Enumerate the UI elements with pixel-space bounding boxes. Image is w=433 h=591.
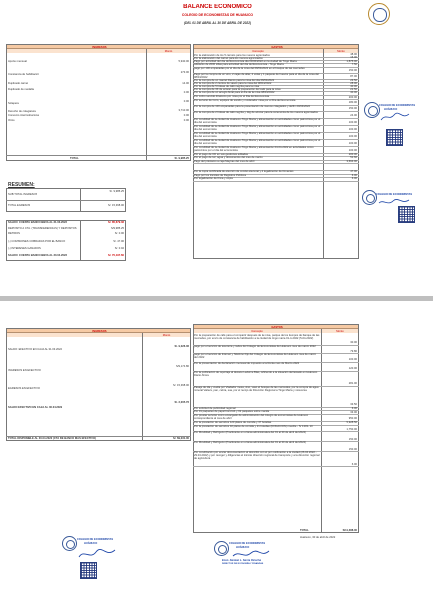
table-row-label: pago por el servicio de Internet y Teléfono Fijo del Colegio de Economistas de Huánuco mes de marzo del 2022	[194, 353, 317, 359]
table-row-amount: 16.00	[350, 56, 357, 60]
table-row-amount: 100.00	[348, 121, 357, 125]
organization-name: COLEGIO DE ECONOMISTAS DE HUANUCO	[181, 13, 254, 17]
total-egresos-label: TOTAL EGRESOS	[8, 204, 31, 207]
table-row-label: Solapera	[8, 102, 19, 105]
table-row-amount: 6.00	[351, 177, 357, 181]
college-seal-icon	[364, 102, 380, 118]
table-row-amount: 40.00	[350, 84, 357, 88]
table-row-label: SALDO: EFECTIVO EN CAJA AL 31.03.2022	[8, 348, 62, 351]
table-row-amount: 0.00	[183, 119, 189, 122]
table-row-amount: 150.00	[348, 69, 357, 73]
total-egresos-amount: S/. 15,368.00	[108, 204, 124, 207]
table-row-label: Pago por actividad del día del Economista día 03/06/2022 en la ciudad de Tingo María	[194, 59, 297, 63]
table-row-label: Por solicitud de publicidad regional	[194, 406, 236, 410]
table-row-amount: 24.00	[350, 114, 357, 118]
table-row-label: Por servicio de Coro, equipos de sonido y moderador misa por el Día del Economista	[194, 99, 296, 102]
qr-code-icon	[398, 206, 415, 223]
table-row-amount: 1,875.00	[346, 59, 357, 63]
table-row-amount: 100.00	[348, 135, 357, 139]
table-row-label: INGRESOS EN EFECTIVO	[8, 369, 41, 372]
table-row-amount: S/. 15,368.00	[173, 384, 189, 387]
stamp-text: COLEGIO DE ECONOMISTAS	[376, 193, 413, 196]
gastos-total-label: TOTAL	[300, 529, 309, 532]
table-row-amount: 5,928.50	[346, 421, 357, 425]
table-row-label	[194, 163, 322, 170]
table-row-amount: 21.50	[350, 88, 357, 92]
table-row-label: Por la compra de 2 bolsas de café negrita y 1kg de azúcar para la ceremonia de los nuevos agremiados	[194, 110, 318, 114]
table-row-label: Otros	[8, 119, 15, 122]
signature-icon	[78, 547, 116, 561]
table-row-label: Por la compra de un mantel blanco para la misa del día 08/04/2022	[194, 78, 275, 82]
table-row-amount: 100.00	[348, 142, 357, 146]
table-row-amount: 3,664.00	[346, 159, 357, 163]
signature-icon	[232, 549, 270, 559]
table-row-label: Derecho de colegiatura	[8, 110, 36, 113]
saldo-row-label: (-) INTERESES GANADOS	[8, 247, 41, 250]
gastos-subheader: Concepto Monto	[193, 329, 359, 333]
stamp-text: COLEGIO DE ECONOMISTAS	[379, 104, 416, 107]
table-row-label: SALDO EFECTIVO EN CAJA AL 30.04.2022	[8, 406, 63, 409]
ingresos-header: INGRESOS	[6, 44, 191, 49]
table-row-label: Pago por los tramites de Registros Públicos	[194, 173, 247, 177]
table-row-label: Por prestar servicio como encargado de administración del colegio de economistas de Huánuco correspondiente al mes de abril	[194, 414, 309, 420]
table-row-amount: 47.00	[350, 170, 357, 174]
table-row-amount: 6.00	[351, 462, 357, 466]
table-row-label: Por la prestación de servicios 32 platos de comida y 21 botellas (DONACION) mueble - IV 1303- 10	[194, 424, 313, 428]
table-row-label: Por la elaboración del carnet para los nuevos agremiados	[194, 56, 263, 60]
saldo-row-amount: S/. 70,197.60	[108, 254, 124, 257]
qr-code-icon	[80, 562, 97, 579]
table-row-label: pago por el servicio de tesorería y redes del Colegio de Economistas de Huánuco mes de marzo 2022	[194, 344, 316, 348]
stamp-text-city: HUÁNUCO	[84, 542, 98, 545]
saldo-row-amount: S/. 0.00	[114, 232, 124, 235]
table-row-label: Adelanto de 2000 sillas para actividad del día del Economista - Tingo María	[194, 63, 284, 66]
signature-icon	[380, 112, 410, 122]
table-row-amount: 120.00	[348, 367, 357, 371]
gastos-header: GASTOS	[193, 324, 359, 329]
saldo-row-label: DEPOSITO A CTA. (TRANSFERENCIAS) Y DEPOSITOS	[8, 227, 77, 230]
table-row-amount: 14.00	[182, 82, 189, 85]
signer-name: Econ. Damián L. Sarria Ricoche	[222, 559, 262, 562]
table-row-label: Por la compra de 5 bolsas de café negrita para la misa	[194, 84, 260, 88]
table-row-label: Por la presentación de declaración mensual de impuesto a la Renta mes de Marzo 2022	[194, 361, 300, 365]
table-row-label: Constancia de habilitación	[8, 73, 40, 76]
saldo-row-label: SALDO: CUENTA BANCO BBVA AL 30.04.2022	[8, 254, 67, 257]
stamp-text: COLEGIO DE ECONOMISTAS	[229, 542, 266, 545]
table-row-amount: 3,710.00	[178, 109, 189, 112]
table-row-label: Por Movilidad y Refrigerio (Practicante en el área administrativa del 01 al 30 de abril del 2022)	[194, 441, 307, 444]
ingresos-total: S/. 9,985.25	[174, 157, 189, 160]
table-row-amount: 281.00	[348, 382, 357, 386]
stamp-text: COLEGIO DE ECONOMISTAS	[77, 538, 114, 541]
table-row-label: Por el pago de luz, agua y documentos del mes de marzo	[194, 156, 263, 159]
table-row-amount: 950.00	[348, 417, 357, 421]
total-disponible-amount: S/. 69,231.00	[173, 437, 189, 440]
college-seal-icon	[214, 541, 229, 556]
table-row-label: Pasaje de ida y vuelta por Viadador mesa, vino, vaso el bosque de las mercedes, por la compra de agua mineral Vailecs, pan, cebra, sua, por el recojo de Dirección Regional a Tingo María y viceversa	[194, 385, 319, 392]
table-row-label: pago por 100 empanadas por el día de la misa del 08/04/2022 en el bosque de las mercedes	[194, 66, 305, 70]
table-row-amount: 33.50	[350, 403, 357, 407]
table-row-label: Por el pago de CD en sus gestiones editadas	[194, 152, 248, 156]
table-row-amount: 200.00	[348, 95, 357, 99]
table-row-label: Por 01 paquetes de papel bond A4 y 02 paquetes sobre manila	[194, 410, 270, 413]
saldo-row-label: SALDO: CUENTA BANCO BBVA AL 31.03.2022	[8, 221, 67, 224]
table-row-label: Por movilidad de la ciudad de Huánuco-Tingo María y alimentación en actividades como patrocinios por el día del economista	[194, 124, 321, 131]
table-row-amount: 200.00	[348, 152, 357, 156]
ingresos-subheader: Monto	[6, 333, 191, 337]
ingresos-subheader: Monto	[6, 49, 191, 53]
table-row-amount: S/. 9,026.06	[174, 345, 189, 348]
resumen-title: RESUMEN:	[8, 182, 35, 188]
balance-page-2	[0, 301, 433, 591]
table-row-amount: 180.00	[348, 101, 357, 105]
table-row-label: Pago por la compra de un vino, 2 cajas de altar, 2 velas y 1 paquete de huevos para el día de la misa del 08/04/2022	[194, 72, 319, 79]
stamp-text-city: HUÁNUCO	[384, 108, 398, 111]
table-row-amount: 87.00	[350, 75, 357, 79]
table-row-amount: S/. 2,005.76	[174, 401, 189, 404]
place-date: Huánuco, 30 de abril de 2022	[300, 536, 336, 539]
table-row-amount: 273.00	[180, 71, 189, 74]
table-row-amount: 30.00	[350, 91, 357, 95]
saldo-row-amount: S/. 47.00	[113, 240, 124, 243]
table-row-amount: 0.00	[183, 114, 189, 117]
table-row-amount: 28.00	[350, 81, 357, 85]
table-row-amount: 6.00	[351, 406, 357, 410]
table-row-amount: S/9,174.80	[175, 365, 189, 368]
table-row-amount: 51.60	[350, 156, 357, 160]
qr-code-icon	[386, 129, 403, 146]
table-row-label: Por cobro servido dinámico por misa por el Día del Economista	[194, 94, 270, 98]
table-row-amount: 48.00	[350, 53, 357, 57]
table-row-amount: 100.00	[348, 149, 357, 153]
table-row-label: Por la compra de un arreglo floral para el día de la misa 08/04/2022	[194, 91, 275, 95]
table-row-label: Por legalización de firma y copia	[194, 177, 233, 180]
table-row-label: Duplicado carnet	[8, 82, 29, 85]
table-row-amount: 1,750.00	[346, 427, 357, 431]
table-row-amount: 100.00	[348, 128, 357, 132]
page-title: BALANCE ECONOMICO	[183, 4, 252, 10]
saldo-row-amount: S/. 85,679.36	[108, 221, 124, 224]
table-row-label: Por la publicación de reportaje al decano Ledurne Blas, refiriendo a la situación del Estado en Huánuco. Diario Ahora	[194, 370, 318, 377]
table-row-amount: 23.50	[350, 78, 357, 82]
table-row-label: Por movilización por enviar documentación al domicilio con el por notificación a la ciudad (26.04.2022 - 29.04.2022) y por recoger y diligencias el trámite dirección regional de transporte y a la dirección regional de agricultura	[194, 451, 320, 460]
table-row-amount: 6.00	[351, 173, 357, 177]
table-row-amount: 30.00	[350, 341, 357, 345]
table-row-label: Por movilidad de la ciudad de Huánuco-Tingo María y alimentación 03-04-2022 en actividades como patrocinios por el día del economista	[194, 145, 314, 152]
table-row-label: EGRESOS EN EFECTIVO	[8, 387, 40, 390]
period-label: (DEL 01 DE ABRIL AL 30 DE ABRIL DE 2022)	[183, 21, 252, 25]
table-row-label: Aporte mensual	[8, 60, 27, 63]
table-row-amount: 79.80	[350, 349, 357, 353]
table-row-amount: 5,940.00	[178, 60, 189, 63]
table-row-amount: 33.00	[350, 410, 357, 414]
saldo-row-amount: S/9,985.25	[110, 227, 124, 230]
table-row-amount: 150.00	[348, 107, 357, 111]
table-row-label: Por movilidad de la ciudad de Huánuco-Tingo María y alimentación en actividades como patrocinios por el día del economista	[194, 131, 321, 138]
table-row-amount: 0.00	[183, 100, 189, 103]
saldo-row-amount: S/. 0.02	[114, 247, 124, 250]
gastos-subheader: Concepto Monto	[193, 49, 359, 53]
signer-role: DIRECTOR DE ECONOMÍA Y FINANZAS	[222, 563, 264, 565]
table-row-amount: 0.00	[183, 91, 189, 94]
subtotal-ingresos-label: SUB TOTAL INGRESOS	[8, 193, 38, 196]
table-row-amount: 150.00	[348, 437, 357, 441]
stamp-text-city: HUÁNUCO	[236, 546, 250, 549]
ingresos-total-label: TOTAL	[70, 157, 79, 160]
table-row-label: Por la preparación de café para el compartir después de la misa, parque de los tiempos de llanque de las mercedes, por envío de constancia de habilitación a la ciudad de tingo maría 01-4-2022 (5-04-2022)	[194, 333, 320, 340]
saldo-row-label: (-) COMISIONES COBRADAS POR EL BANCO	[8, 240, 66, 243]
total-disponible-label: TOTAL DISPONIBLE AL 30.04.2022 (CTA DE BANCO MAS EFECTIVO)	[8, 437, 96, 440]
saldo-row-label: RETIROS	[8, 232, 20, 235]
subtotal-ingresos-amount: S/. 9,985.25	[109, 190, 124, 193]
college-seal-icon	[62, 536, 77, 551]
table-row-label: Por movilidad de la ciudad de Huánuco-Tingo María y alimentación en actividades como patrocinios por el día del economista	[194, 138, 321, 145]
table-row-label: Por la copia certificada de elección de comité electoral y 2 legalización de firmantes	[194, 170, 294, 173]
table-row-label: Pago del préstamo a caja Maynas del mes de abril	[194, 159, 255, 163]
table-row-label: Por Movilidad y Refrigerio (Practicante en el área administrativa del 01 al 30 de abril del 2022)	[194, 431, 307, 434]
table-row-label: Por la compra de 100 empanadas para la presentación de nuevos colegiados y delfín 20/04/2022	[194, 104, 310, 108]
table-row-amount: 7.50	[351, 63, 357, 67]
table-row-amount: 150.00	[348, 447, 357, 451]
table-row-label: Convenio interinstitucional	[8, 114, 40, 117]
college-logo-icon	[368, 3, 390, 25]
gastos-header: GASTOS	[193, 44, 359, 49]
table-row-label: Por movilidad de la ciudad de Huánuco-Tingo María y alimentación en actividades como patrocinios por el día del economista	[194, 117, 321, 124]
table-row-amount: 100.00	[348, 358, 357, 362]
ingresos-header: INGRESOS	[6, 328, 191, 333]
gastos-total: S/11,388.00	[342, 529, 357, 532]
table-row-label: Por la elaboración de los 5 carnets para los nuevos agremiados	[194, 53, 270, 57]
table-row-label: Por la compra de 2 cientos de vasos para la misa del 08/04/2022	[194, 81, 272, 85]
table-row-label: Por la prestación de servicios 120 platos de comida y 37 botellas	[194, 420, 272, 424]
table-row-label: Por la compra de 3K de azúcar para la preparación del café para la misa	[194, 88, 281, 92]
college-seal-icon	[362, 190, 377, 205]
table-row-label: Duplicado de medalla	[8, 88, 34, 91]
